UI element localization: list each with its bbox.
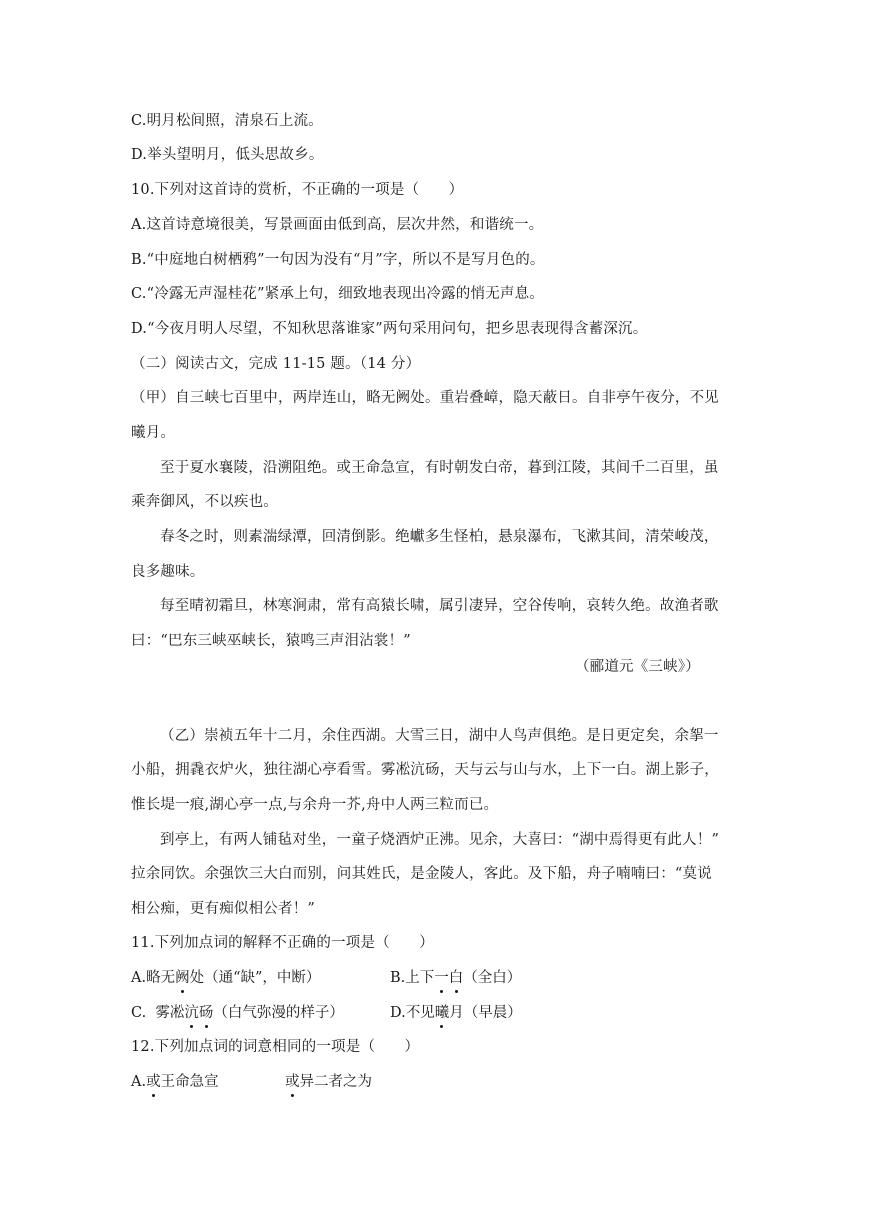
q11-option-a-prefix: A.略无 <box>131 970 176 986</box>
passage-yi-p2-line2: 拉余同饮。余强饮三大白而别，问其姓氏，是金陵人，客此。及下船，舟子喃喃曰：“莫说 <box>131 866 712 882</box>
passage-yi-p1-line2: 小船，拥毳衣炉火，独往湖心亭看雪。雾凇沆砀，天与云与山与水，上下一白。湖上影子， <box>131 762 719 778</box>
q11-option-c-suffix: （白气弥漫的样子） <box>213 1005 344 1021</box>
q12-option-a-pair-suffix: 异二者之为 <box>299 1074 372 1090</box>
q10-option-b: B.“中庭地白树栖鸦”一句因为没有“月”字，所以不是写月色的。 <box>131 252 545 268</box>
q11-option-d <box>390 1003 522 1023</box>
passage-jia-p2-line1: 至于夏水襄陵，沿溯阻绝。或王命急宣，有时朝发白帝，暮到江陵，其间千二百里，虽 <box>160 460 719 476</box>
q12-stem: 12.下列加点词的词意相同的一项是（ ） <box>131 1039 420 1055</box>
q12-option-a-pair-dotted-word: 或 <box>285 1074 300 1090</box>
q11-option-c-prefix: C. 雾凇 <box>131 1005 185 1021</box>
passage-jia-p1-line2: 曦月。 <box>131 425 176 441</box>
q11-stem: 11.下列加点词的解释不正确的一项是（ ） <box>131 935 434 951</box>
q9-option-d: D.举头望明月，低头思故乡。 <box>131 147 324 163</box>
q11-option-c-dotted-word-2: 砀 <box>198 1005 214 1021</box>
q12-option-a-prefix: A. <box>131 1074 147 1090</box>
q11-option-b <box>390 968 521 988</box>
q12-option-a-dotted-word: 或 <box>146 1074 161 1090</box>
q12-option-a-suffix: 王命急宣 <box>160 1074 219 1090</box>
q11-option-b-prefix: B.上下 <box>390 970 435 986</box>
q11-option-a-suffix: 处（通“缺”，中断） <box>189 970 321 986</box>
q10-option-c: C.“冷露无声湿桂花”紧承上句，细致地表现出冷露的悄无声息。 <box>131 286 545 302</box>
passage-jia-p4-line2: 曰：“巴东三峡巫峡长，猿鸣三声泪沾裳！” <box>131 633 411 649</box>
q12-option-a <box>131 1072 219 1092</box>
q11-option-c-dotted-word-1: 沆 <box>184 1005 199 1021</box>
section-2-heading: （二）阅读古文，完成 11-15 题。（14 分） <box>131 356 421 372</box>
q11-option-a-dotted-word: 阙 <box>175 970 190 986</box>
q12-option-a-pair <box>285 1072 372 1092</box>
passage-jia-p3-line1: 春冬之时，则素湍绿潭，回清倒影。绝巘多生怪柏，悬泉瀑布，飞漱其间，清荣峻茂， <box>160 529 719 545</box>
q11-option-d-prefix: D.不见 <box>390 1005 435 1021</box>
passage-yi-p1-line1: （乙）崇祯五年十二月，余住西湖。大雪三日，湖中人鸟声俱绝。是日更定矣，余挐一 <box>160 728 719 744</box>
q11-option-b-suffix: （全白） <box>463 970 522 986</box>
passage-yi-p1-line3: 惟长堤一痕,湖心亭一点,与余舟一芥,舟中人两三粒而已。 <box>131 797 499 813</box>
q10-stem: 10.下列对这首诗的赏析，不正确的一项是（ ） <box>131 182 464 198</box>
q10-option-a: A.这首诗意境很美，写景画面由低到高，层次井然，和谐统一。 <box>131 217 544 233</box>
passage-jia-p1-line1: （甲）自三峡七百里中，两岸连山，略无阙处。重岩叠嶂，隐天蔽日。自非亭午夜分，不见 <box>131 390 719 406</box>
q11-option-b-dotted-word-2: 白 <box>448 970 464 986</box>
q11-option-b-dotted-word-1: 一 <box>434 970 449 986</box>
q9-option-c: C.明月松间照，清泉石上流。 <box>131 113 323 129</box>
passage-jia-p2-line2: 乘奔御风，不以疾也。 <box>131 494 278 510</box>
passage-jia-source: （郦道元《三峡》） <box>574 659 700 675</box>
passage-jia-p3-line2: 良多趣味。 <box>131 564 205 580</box>
q11-option-a <box>131 968 320 988</box>
q11-option-d-dotted-word: 曦 <box>434 1005 450 1021</box>
passage-yi-p2-line3: 相公痴，更有痴似相公者！” <box>131 901 316 917</box>
passage-jia-p4-line1: 每至晴初霜旦，林寒涧肃，常有高猿长啸，属引凄异，空谷传响，哀转久绝。故渔者歌 <box>160 598 719 614</box>
passage-yi-p2-line1: 到亭上，有两人铺毡对坐，一童子烧酒炉正沸。见余，大喜曰：“湖中焉得更有此人！” <box>160 832 720 848</box>
q11-option-d-suffix: 月（早晨） <box>449 1005 522 1021</box>
q10-option-d: D.“今夜月明人尽望，不知秋思落谁家”两句采用问句，把乡思表现得含蓄深沉。 <box>131 321 648 337</box>
q11-option-c <box>131 1003 344 1023</box>
